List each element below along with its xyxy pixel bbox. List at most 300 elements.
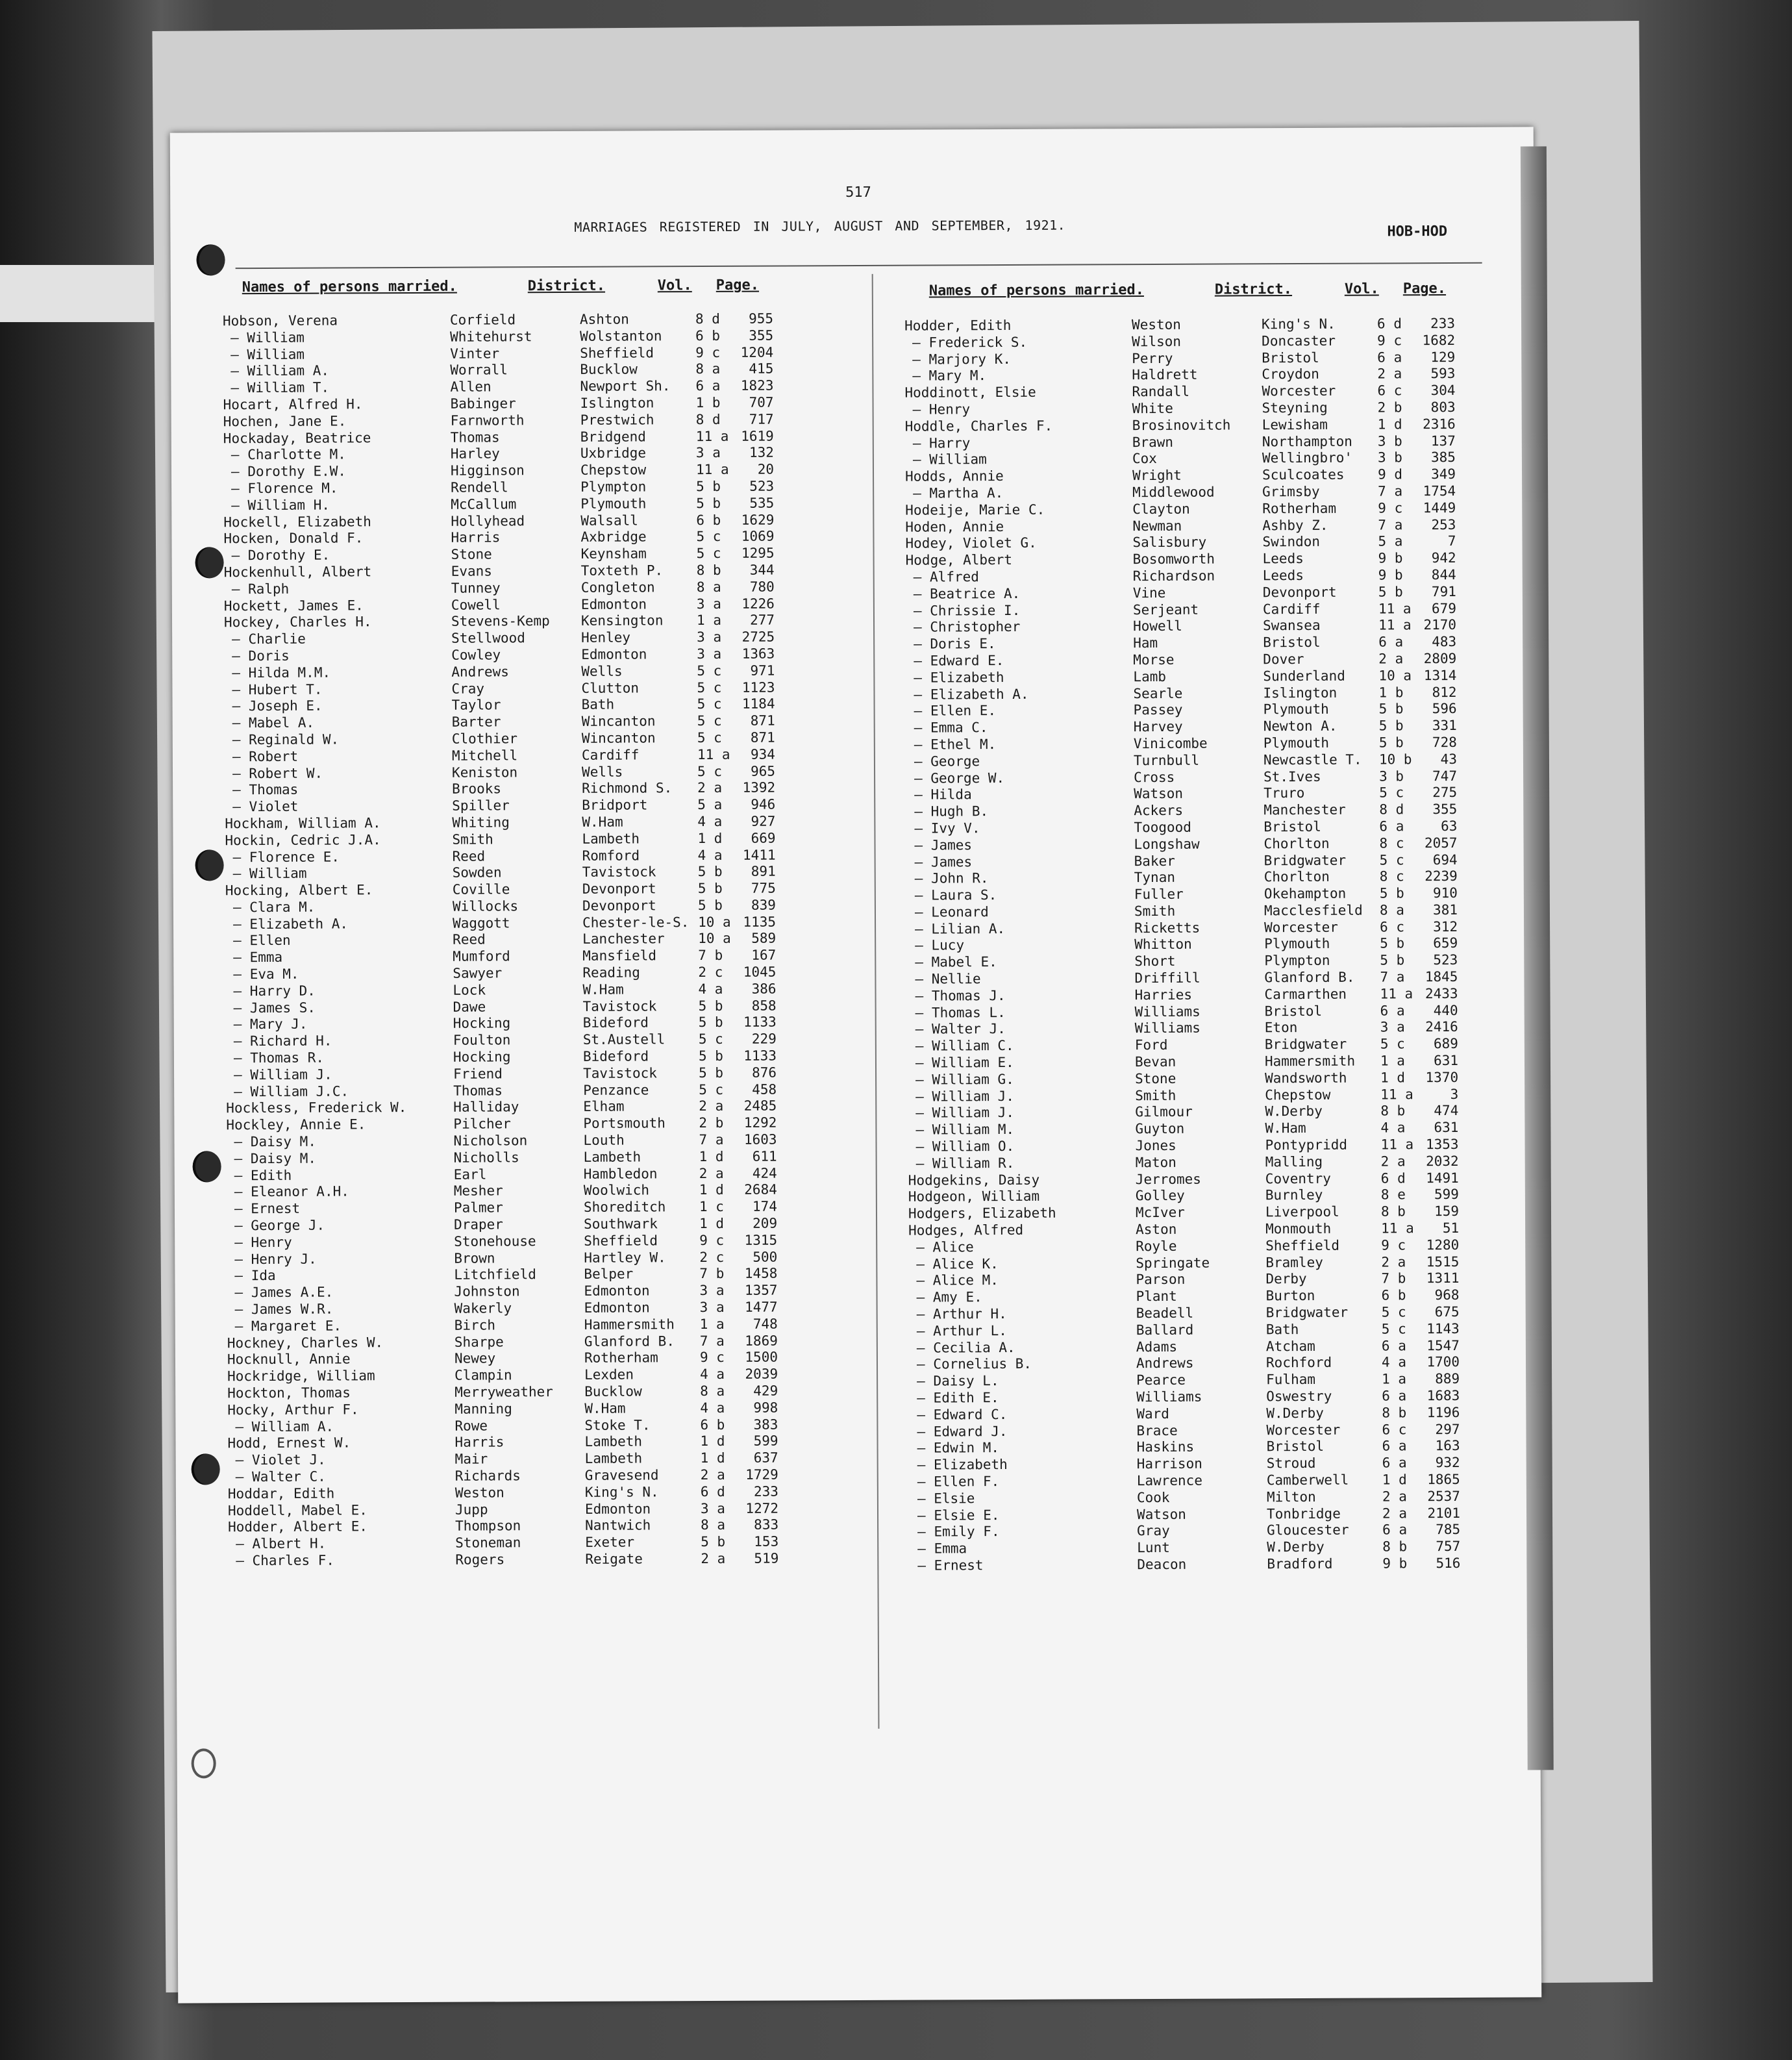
spouse-surname: Thompson [455,1518,521,1535]
entry-name: Hockett, James E. [223,597,364,614]
entry-volume: 7 b [699,1266,725,1282]
entry-district: Eton [1264,1020,1298,1036]
entry-name: Hocart, Alfred H. [223,396,363,413]
entry-name: Hoddar, Edith [227,1485,335,1502]
entry-page: 1823 [740,377,774,394]
entry-name: — Florence M. [231,480,338,497]
entry-district: Bath [581,696,615,713]
entry-district: Liverpool [1265,1203,1339,1220]
entry-district: Newcastle T. [1263,751,1362,768]
entry-district: Reigate [585,1551,643,1567]
spouse-surname: Stonehouse [454,1233,536,1250]
entry-name: — William M. [915,1122,1015,1138]
spouse-surname: Richardson [1132,568,1215,584]
entry-name: Hoddinott, Elsie [904,384,1036,401]
entry-volume: 5 a [697,797,723,813]
entry-volume: 2 c [699,1249,725,1265]
entry-district: Tonbridge [1266,1505,1341,1522]
entry-district: Hartley W. [584,1249,666,1266]
entry-name: — Beatrice A. [913,585,1021,602]
entry-page: 1682 [1422,332,1456,348]
entry-name: — Alice K. [916,1255,999,1272]
entry-volume: 5 c [697,662,722,679]
entry-district: Leeds [1262,567,1304,584]
entry-name: — Charlie [232,631,306,647]
entry-volume: 6 a [1382,1388,1407,1404]
entry-name: — William O. [915,1138,1015,1155]
spouse-surname: Vine [1132,584,1166,601]
entry-volume: 5 b [1378,584,1403,600]
entry-volume: 5 c [1379,785,1404,801]
entry-volume: 7 a [699,1131,724,1148]
entry-page: 355 [749,327,774,344]
entry-page: 523 [1433,952,1458,968]
entry-page: 209 [753,1215,778,1231]
entry-district: W.Derby [1267,1539,1325,1555]
entry-name: — Mary J. [233,1016,308,1033]
spouse-surname: Weston [1131,316,1181,333]
entry-name: — Florence E. [232,848,340,865]
entry-name: — Dorothy E.W. [230,463,347,480]
spouse-surname: Wilson [1132,333,1182,349]
entry-name: — Nellie [915,971,981,987]
entry-name: — William J. [915,1105,1015,1122]
entry-volume: 8 a [696,579,721,595]
entry-district: Prestwich [580,412,654,428]
entry-name: — John R. [914,870,989,886]
entry-district: Reading [582,964,640,981]
entry-name: — George [914,753,980,770]
entry-name: Hodey, Violet G. [905,535,1037,552]
entry-page: 2032 [1426,1153,1459,1170]
spouse-surname: Passey [1133,702,1183,718]
spouse-surname: Whitehurst [450,328,532,345]
entry-district: Wincanton [581,713,656,729]
names-header: Names of persons married. [928,282,1144,299]
entry-volume: 4 a [697,813,723,829]
entry-volume: 3 a [700,1500,725,1516]
entry-district: Chepstow [580,462,647,479]
entry-volume: 4 a [697,847,723,863]
spouse-surname: Ricketts [1134,920,1201,936]
entry-name: — Thomas [232,782,299,798]
entry-volume: 10 a [697,914,731,930]
entry-volume: 5 c [697,696,722,712]
entry-name: — William [230,329,305,345]
entry-district: Burton [1265,1288,1315,1304]
entry-district: Islington [580,395,654,411]
entry-name: — Charlotte M. [230,446,346,463]
entry-district: Sheffield [584,1233,658,1249]
spouse-surname: Rogers [455,1551,505,1568]
entry-district: Lexden [584,1366,634,1383]
entry-name: — Emma [917,1540,967,1557]
entry-volume: 11 a [695,428,729,444]
spouse-surname: Richards [454,1468,521,1484]
spouse-surname: Sharpe [454,1333,504,1350]
entry-page: 1500 [745,1349,778,1366]
left-entries [223,310,871,1570]
entry-page: 812 [1432,684,1457,700]
entry-volume: 6 b [696,512,721,528]
entry-district: Edmonton [580,596,647,612]
entry-volume: 8 d [695,310,720,327]
entry-page: 1392 [742,779,776,796]
entry-name: Hoddell, Mabel E. [227,1501,367,1518]
entry-name: Hodds, Annie [904,468,1004,484]
entry-volume: 1 d [697,830,723,846]
entry-volume: 8 b [1382,1539,1408,1555]
entry-volume: 6 a [1377,349,1402,366]
entry-district: Bristol [1263,634,1321,651]
names-header: Names of persons married. [242,278,457,296]
entry-district: Leeds [1262,551,1304,567]
entry-volume: 2 a [697,780,723,796]
entry-volume: 1 d [699,1148,724,1164]
entry-volume: 8 c [1379,835,1404,851]
entry-volume: 3 b [1379,768,1404,784]
entry-district: Plympton [580,479,647,495]
entry-page: 1357 [744,1282,778,1298]
spouse-surname: Gilmour [1135,1104,1193,1120]
spouse-surname: Whitton [1134,936,1192,953]
entry-volume: 3 a [1380,1019,1405,1035]
entry-district: Glanford B. [1264,969,1355,986]
entry-page: 1143 [1426,1320,1460,1337]
entry-page: 229 [751,1031,777,1047]
entry-page: 383 [753,1416,778,1433]
entry-name: — James [914,853,973,870]
spouse-surname: Sawyer [453,965,503,981]
entry-district: Shoreditch [583,1199,666,1216]
entry-page: 1363 [741,646,775,662]
entry-page: 1292 [743,1114,777,1131]
entry-name: — Edwin M. [917,1440,1000,1456]
spouse-surname: Beadell [1136,1305,1194,1322]
entry-volume: 5 b [1378,701,1404,717]
spouse-surname: Dawe [453,999,486,1015]
entry-page: 275 [1432,785,1458,801]
entry-name: — Emily F. [917,1524,1000,1540]
entry-district: Doncaster [1262,333,1336,349]
entry-name: — Martha A. [913,484,1004,501]
entry-volume: 5 c [699,1081,724,1098]
entry-district: Worcester [1264,919,1338,935]
entry-name: — Clara M. [232,899,316,916]
entry-volume: 6 d [1380,1170,1406,1187]
entry-district: Edmonton [584,1283,650,1300]
entry-district: Plymouth [1263,735,1330,751]
entry-page: 312 [1433,918,1458,935]
entry-district: Keynsham [580,546,647,562]
spouse-surname: Foulton [453,1032,511,1048]
spouse-surname: Harvey [1133,718,1183,735]
entry-district: Bramley [1265,1254,1323,1270]
entry-page: 1477 [744,1299,778,1315]
entry-page: 2316 [1423,416,1456,432]
entry-volume: 9 c [1377,333,1402,349]
entry-name: — Harry D. [233,983,316,999]
entry-name: Hockney, Charles W. [227,1334,384,1351]
entry-volume: 11 a [695,462,729,478]
spouse-surname: Bosomworth [1132,551,1215,568]
entry-district: Lambeth [584,1433,643,1450]
entry-volume: 2 b [1377,399,1402,416]
entry-name: — Christopher [914,619,1021,635]
entry-volume: 1 b [1378,684,1404,701]
spouse-surname: Aston [1136,1221,1177,1238]
entry-volume: 1 a [699,1316,725,1332]
entry-district: King's N. [584,1484,659,1500]
spouse-surname: Harley [450,446,500,462]
spouse-surname: Gray [1137,1523,1170,1539]
entry-name: — Ellen F. [917,1474,1000,1490]
entry-volume: 6 b [700,1416,725,1433]
entry-volume: 5 c [1380,1036,1405,1052]
entry-volume: 6 a [1380,1002,1405,1019]
spouse-surname: Nicholson [453,1133,528,1149]
entry-district: W.Ham [1265,1120,1306,1137]
entry-district: Bath [1265,1321,1299,1338]
entry-page: 129 [1430,349,1456,365]
entry-page: 233 [753,1483,778,1500]
spouse-surname: Smith [1135,1087,1176,1103]
spouse-surname: Waggott [452,915,510,931]
entry-name: — Albert H. [236,1535,327,1552]
entry-page: 932 [1435,1455,1460,1471]
entry-page: 1314 [1423,667,1457,683]
entry-district: Fulham [1266,1372,1316,1388]
entry-name: — Mabel A. [232,714,315,731]
entry-name: Hockton, Thomas [227,1385,351,1401]
binder-hole [196,244,225,275]
entry-volume: 5 c [1381,1321,1406,1337]
entry-district: Newton A. [1263,718,1338,735]
spouse-surname: Ackers [1134,802,1184,819]
binder-hole [195,849,224,881]
spouse-surname: Tunney [451,580,501,596]
entry-volume: 3 a [697,646,722,662]
entry-page: 728 [1432,734,1457,751]
entry-volume: 3 a [695,445,721,461]
entry-name: — Robert W. [232,765,323,781]
entry-district: Uxbridge [580,445,647,462]
entry-name: — Ernest [234,1200,301,1217]
entry-name: — Dorothy E. [231,547,330,564]
entry-district: Carmarthen [1264,986,1347,1003]
entry-volume: 8 b [1380,1203,1406,1220]
entry-page: 355 [1432,801,1458,818]
entry-page: 934 [750,746,775,762]
entry-district: Pontypridd [1265,1137,1348,1153]
entry-name: — Hilda [914,786,972,803]
vol-header: Vol. [1344,281,1379,297]
entry-page: 2725 [741,629,775,645]
spouse-surname: Reed [453,931,486,948]
entry-name: — Harry [912,434,971,451]
entry-page: 942 [1431,550,1456,566]
entry-page: 1204 [740,344,774,360]
entry-volume: 8 e [1380,1187,1406,1203]
entry-page: 965 [751,763,776,779]
entry-page: 757 [1436,1539,1461,1555]
spouse-surname: Ballard [1136,1322,1194,1338]
entry-name: — William E. [915,1054,1014,1071]
spouse-surname: Hollyhead [451,512,525,529]
entry-page: 1272 [745,1500,779,1516]
entry-name: — William A. [230,362,330,379]
entry-volume: 6 c [1377,383,1402,399]
entry-volume: 5 c [1379,851,1404,868]
entry-page: 631 [1434,1120,1459,1136]
entry-page: 833 [754,1516,779,1533]
entry-district: Newport Sh. [580,378,671,395]
entry-page: 707 [749,394,774,410]
entry-volume: 5 c [697,763,723,779]
entry-volume: 5 b [1379,885,1404,901]
entry-district: W.Ham [584,1400,626,1416]
spouse-surname: Mitchell [451,747,518,764]
entry-district: Cardiff [1262,601,1321,617]
spouse-surname: Jerromes [1135,1171,1201,1187]
entry-district: Glanford B. [584,1333,675,1350]
spouse-surname: Lunt [1137,1540,1170,1556]
entry-volume: 7 a [1378,516,1403,533]
register-entry [910,1555,1526,1574]
entry-district: Bristol [1263,818,1321,835]
entry-volume: 1 d [699,1215,725,1232]
entry-name: — Ida [234,1268,276,1284]
entry-volume: 2 a [699,1098,724,1114]
entry-district: Bucklow [584,1383,642,1400]
entry-name: — Edith [234,1167,292,1183]
spouse-surname: Clampin [454,1367,512,1383]
spouse-surname: Middlewood [1132,484,1215,501]
entry-volume: 9 c [1381,1237,1406,1253]
entry-district: Nantwich [585,1517,651,1534]
entry-name: — Edward J. [917,1423,1008,1440]
entry-district: Rotherham [584,1350,658,1366]
entry-district: Penzance [583,1082,649,1098]
spouse-surname: Morse [1133,651,1175,668]
spouse-surname: Clothier [451,731,518,747]
entry-volume: 1 a [1380,1053,1405,1069]
entry-volume: 8 d [1379,801,1404,818]
spouse-surname: Tynan [1134,870,1176,886]
entry-name: — Emma C. [914,720,988,736]
entry-name: — Mary M. [912,368,987,384]
entry-name: Hodge, Albert [905,552,1013,568]
entry-page: 331 [1432,718,1457,734]
entry-page: 1629 [741,512,775,528]
entry-page: 2239 [1425,868,1458,885]
entry-name: — Eva M. [233,966,299,983]
entry-page: 1619 [741,428,774,444]
spouse-surname: Birch [454,1317,496,1333]
spouse-surname: Sowden [452,864,502,881]
entry-volume: 6 c [1382,1421,1407,1438]
entry-name: — Elsie [917,1490,975,1507]
entry-page: 1184 [741,696,775,712]
page-header: Page. [716,277,760,294]
entry-volume: 9 c [695,344,721,360]
entry-name: — Arthur H. [916,1306,1007,1322]
spouse-surname: Haskins [1136,1439,1195,1455]
entry-page: 304 [1430,383,1456,399]
entry-district: Portsmouth [583,1115,666,1132]
entry-volume: 6 a [695,378,721,394]
entry-district: Bideford [582,1048,649,1064]
entry-name: — Ernest [917,1557,984,1574]
entry-district: Rotherham [1262,500,1337,517]
spouse-surname: Clayton [1132,501,1190,517]
entry-name: — Marjory K. [912,351,1012,368]
entry-district: Truro [1263,785,1305,801]
entry-name: Hoden, Annie [905,518,1004,535]
entry-page: 891 [751,863,776,879]
entry-volume: 2 a [700,1466,725,1483]
entry-name: — Henry [234,1234,292,1251]
entry-volume: 3 a [699,1283,725,1299]
entry-volume: 1 b [695,394,721,411]
entry-name: — Elizabeth [914,669,1004,686]
entry-page: 153 [754,1533,779,1550]
spouse-surname: Longshaw [1134,836,1200,852]
spouse-surname: Mumford [453,948,510,964]
spouse-surname: Parson [1136,1272,1186,1288]
entry-district: Plymouth [1263,701,1329,718]
spouse-surname: White [1132,400,1173,417]
entry-page: 415 [749,360,774,377]
entry-district: Atcham [1265,1338,1315,1354]
entry-page: 483 [1432,634,1457,650]
binder-hole [195,547,224,578]
spouse-surname: Pearce [1136,1372,1186,1388]
entry-district: Wolstanton [580,328,662,344]
entry-district: Rochford [1265,1355,1332,1371]
entry-page: 2039 [745,1366,778,1382]
entry-name: — Elsie E. [917,1507,1000,1524]
entry-volume: 1 d [700,1450,725,1466]
entry-district: Bideford [582,1014,649,1031]
entry-district: Axbridge [580,529,647,546]
entry-page: 2684 [744,1181,777,1198]
entry-volume: 5 b [698,998,723,1014]
spouse-surname: Stone [451,546,492,562]
entry-district: Plymouth [580,496,647,512]
entry-page: 775 [751,880,776,896]
entry-district: Bristol [1266,1438,1325,1455]
entry-page: 717 [749,411,774,427]
entry-volume: 9 b [1378,550,1403,566]
spouse-surname: Thomas [453,1083,503,1099]
entry-district: Bradford [1267,1555,1333,1572]
spouse-surname: Bevan [1134,1053,1176,1070]
entry-district: Henley [581,629,631,646]
entry-page: 1491 [1426,1170,1459,1186]
entry-district: Richmond S. [582,780,673,797]
entry-name: — Alice [916,1239,974,1255]
spouse-surname: Haldrett [1132,367,1198,383]
entry-volume: 5 b [698,1014,723,1031]
spouse-surname: Searle [1133,685,1183,701]
spouse-surname: Lawrence [1136,1472,1203,1489]
entry-page: 1133 [743,1048,777,1064]
entry-district: Manchester [1263,801,1346,818]
entry-volume: 10 a [1378,667,1412,684]
entry-volume: 6 b [1381,1287,1406,1303]
binder-hole [192,1748,216,1778]
